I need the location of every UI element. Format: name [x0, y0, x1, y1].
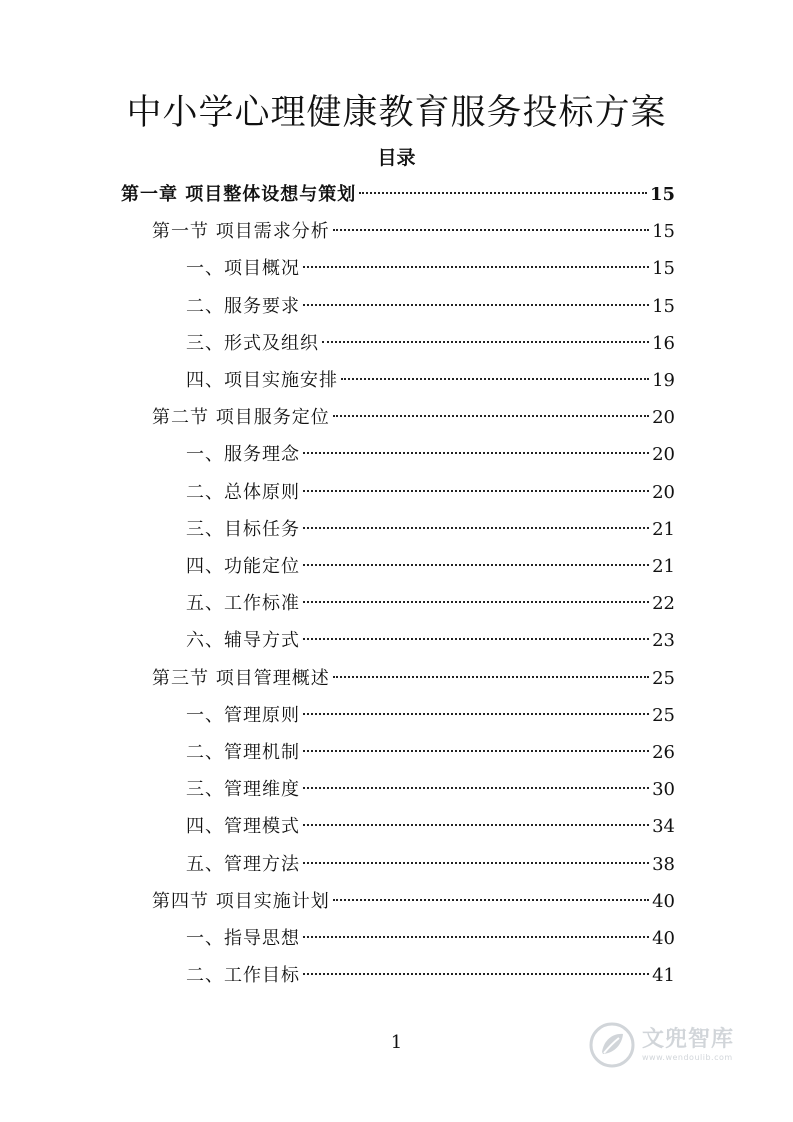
- toc-entry-page: 40: [652, 890, 675, 912]
- toc-entry-page: 15: [649, 184, 675, 205]
- toc-entry-page: 20: [652, 444, 675, 466]
- toc-entry-label: 第一章 项目整体设想与策划: [121, 184, 357, 205]
- dot-leader: [303, 936, 649, 938]
- toc-entry-label: 一、管理原则: [186, 704, 300, 726]
- toc-entry-label: 六、辅导方式: [186, 630, 300, 652]
- page-number: 1: [390, 1032, 403, 1053]
- toc-entry[interactable]: [186, 589, 675, 619]
- toc-entry-label: 五、工作标准: [186, 593, 300, 615]
- toc-entry[interactable]: [152, 887, 675, 917]
- toc-entry-page: 41: [652, 965, 675, 987]
- dot-leader: [303, 490, 649, 492]
- toc-entry-page: 20: [652, 407, 675, 429]
- toc-entry[interactable]: [186, 329, 675, 359]
- dot-leader: [303, 862, 649, 864]
- toc-entry[interactable]: [186, 775, 675, 805]
- toc-entry-label: 四、功能定位: [186, 556, 300, 577]
- toc-entry-page: 21: [652, 518, 675, 540]
- toc-entry[interactable]: [186, 254, 675, 284]
- document-title: 中小学心理健康教育服务投标方案: [126, 93, 667, 133]
- toc-entry[interactable]: [186, 292, 675, 322]
- toc-entry-page: 30: [652, 779, 675, 801]
- toc-entry-label: 一、指导思想: [186, 928, 300, 949]
- toc-entry[interactable]: [186, 515, 675, 545]
- toc-entry[interactable]: [152, 664, 675, 694]
- toc-entry-page: 20: [652, 481, 675, 503]
- toc-entry-label: 五、管理方法: [186, 853, 300, 875]
- toc-entry-label: 二、服务要求: [186, 295, 300, 317]
- toc-entry-page: 15: [652, 258, 675, 280]
- toc-entry-page: 25: [652, 667, 675, 689]
- dot-leader: [303, 266, 649, 268]
- dot-leader: [303, 564, 649, 566]
- toc-entry[interactable]: [186, 552, 675, 582]
- toc-entry[interactable]: [186, 850, 675, 880]
- toc-entry[interactable]: [121, 180, 675, 210]
- toc-entry-label: 四、项目实施安排: [186, 370, 338, 391]
- toc-entry-page: 16: [652, 332, 675, 354]
- dot-leader: [303, 601, 649, 603]
- dot-leader: [341, 378, 649, 380]
- toc-entry-label: 一、项目概况: [186, 258, 300, 280]
- leaf-logo-icon: [588, 1021, 636, 1069]
- toc-entry-label: 三、形式及组织: [186, 332, 319, 354]
- watermark-url: www.wendoulib.com: [642, 1053, 733, 1062]
- toc-entry-label: 四、管理模式: [186, 816, 300, 838]
- toc-entry-page: 19: [652, 370, 675, 391]
- toc-entry[interactable]: [186, 478, 675, 508]
- dot-leader: [303, 452, 649, 454]
- toc-entry-page: 40: [652, 928, 675, 949]
- dot-leader: [303, 304, 649, 306]
- dot-leader: [333, 229, 649, 231]
- toc-entry[interactable]: [186, 626, 675, 656]
- toc-entry-label: 第一节 项目需求分析: [152, 221, 330, 243]
- toc-entry[interactable]: [186, 961, 675, 991]
- toc-entry-page: 25: [652, 704, 675, 726]
- dot-leader: [333, 676, 649, 678]
- toc-entry-page: 15: [652, 221, 675, 243]
- watermark-name: 文兜智库: [642, 1027, 735, 1052]
- dot-leader: [303, 824, 649, 826]
- toc-entry[interactable]: [186, 924, 675, 954]
- dot-leader: [303, 527, 649, 529]
- toc-entry-label: 三、目标任务: [186, 518, 300, 540]
- dot-leader: [303, 787, 649, 789]
- toc-heading: 目录: [377, 147, 416, 169]
- toc-entry-label: 二、总体原则: [186, 481, 300, 503]
- toc-entry-page: 23: [652, 630, 675, 652]
- toc-entry-page: 15: [652, 295, 675, 317]
- toc-entry-page: 26: [652, 742, 675, 763]
- toc-entry-label: 第三节 项目管理概述: [152, 667, 330, 689]
- toc-entry-label: 二、管理机制: [186, 742, 300, 763]
- toc-entry[interactable]: [186, 366, 675, 396]
- toc-entry-label: 一、服务理念: [186, 444, 300, 466]
- watermark: [588, 1017, 778, 1073]
- toc-entry-page: 34: [652, 816, 675, 838]
- dot-leader: [333, 899, 649, 901]
- toc-entry[interactable]: [186, 701, 675, 731]
- toc-entry-page: 22: [652, 593, 675, 615]
- toc-entry[interactable]: [186, 738, 675, 768]
- dot-leader: [303, 638, 649, 640]
- dot-leader: [303, 713, 649, 715]
- toc-entry[interactable]: [152, 217, 675, 247]
- toc-entry[interactable]: [186, 812, 675, 842]
- toc-entry-page: 38: [652, 853, 675, 875]
- dot-leader: [303, 973, 649, 975]
- dot-leader: [333, 415, 649, 417]
- toc-entry-page: 21: [652, 556, 675, 577]
- toc-entry[interactable]: [152, 403, 675, 433]
- toc-entry-label: 三、管理维度: [186, 779, 300, 801]
- dot-leader: [322, 341, 649, 343]
- toc-entry[interactable]: [186, 440, 675, 470]
- toc-entry-label: 第四节 项目实施计划: [152, 890, 330, 912]
- dot-leader: [359, 192, 647, 194]
- dot-leader: [303, 750, 649, 752]
- toc-entry-label: 第二节 项目服务定位: [152, 407, 330, 429]
- toc-entry-label: 二、工作目标: [186, 965, 300, 987]
